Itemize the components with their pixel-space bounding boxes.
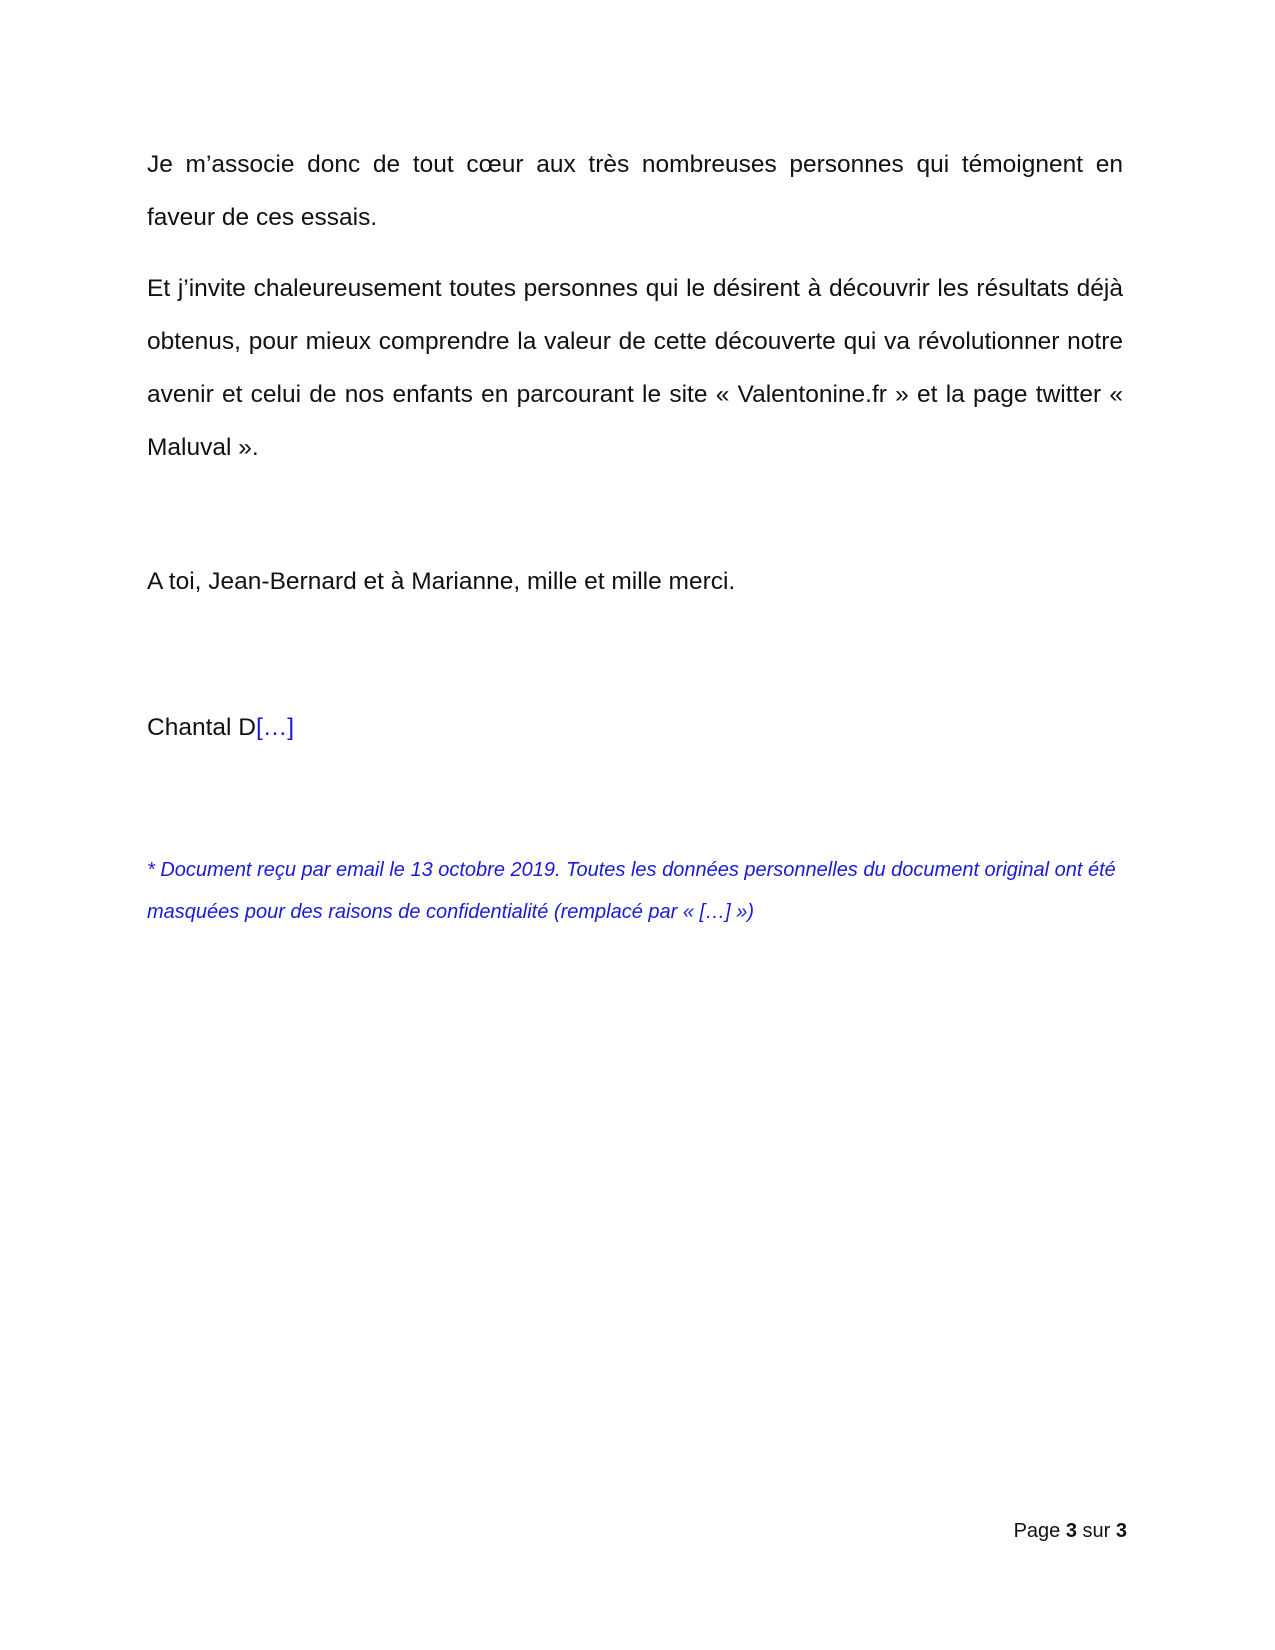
signature-redaction: […] [255,714,295,741]
footer-prefix: Page [1013,1520,1066,1542]
footer-separator: sur [1076,1520,1116,1542]
page-footer [1014,1516,1127,1546]
paragraph-intro: Je m’associe donc de tout cœur aux très nombreuses personnes qui témoignent en faveur de ces essais. [147,151,1123,231]
thanks-line: A toi, Jean-Bernard et à Marianne, mille et mille merci. [147,568,736,595]
footer-current-page: 3 [1065,1520,1077,1542]
paragraph-invitation: Et j’invite chaleureusement toutes personnes qui le désirent à découvrir les résultats déjà obtenus, pour mieux comprendre la valeur de cette découverte qui va révolutionner notre avenir et celui de nos enfants en parcourant le site « Valentonine.fr » et la page twitter « Maluval ». [147,275,1123,461]
confidentiality-note: * Document reçu par email le 13 octobre 2019. Toutes les données personnelles du document original ont été masquées pour des raisons de confidentialité (remplacé par « […] ») [147,859,1116,923]
signature [147,708,1123,748]
footer-total-pages: 3 [1115,1520,1127,1542]
signature-name: Chantal D [147,714,256,741]
